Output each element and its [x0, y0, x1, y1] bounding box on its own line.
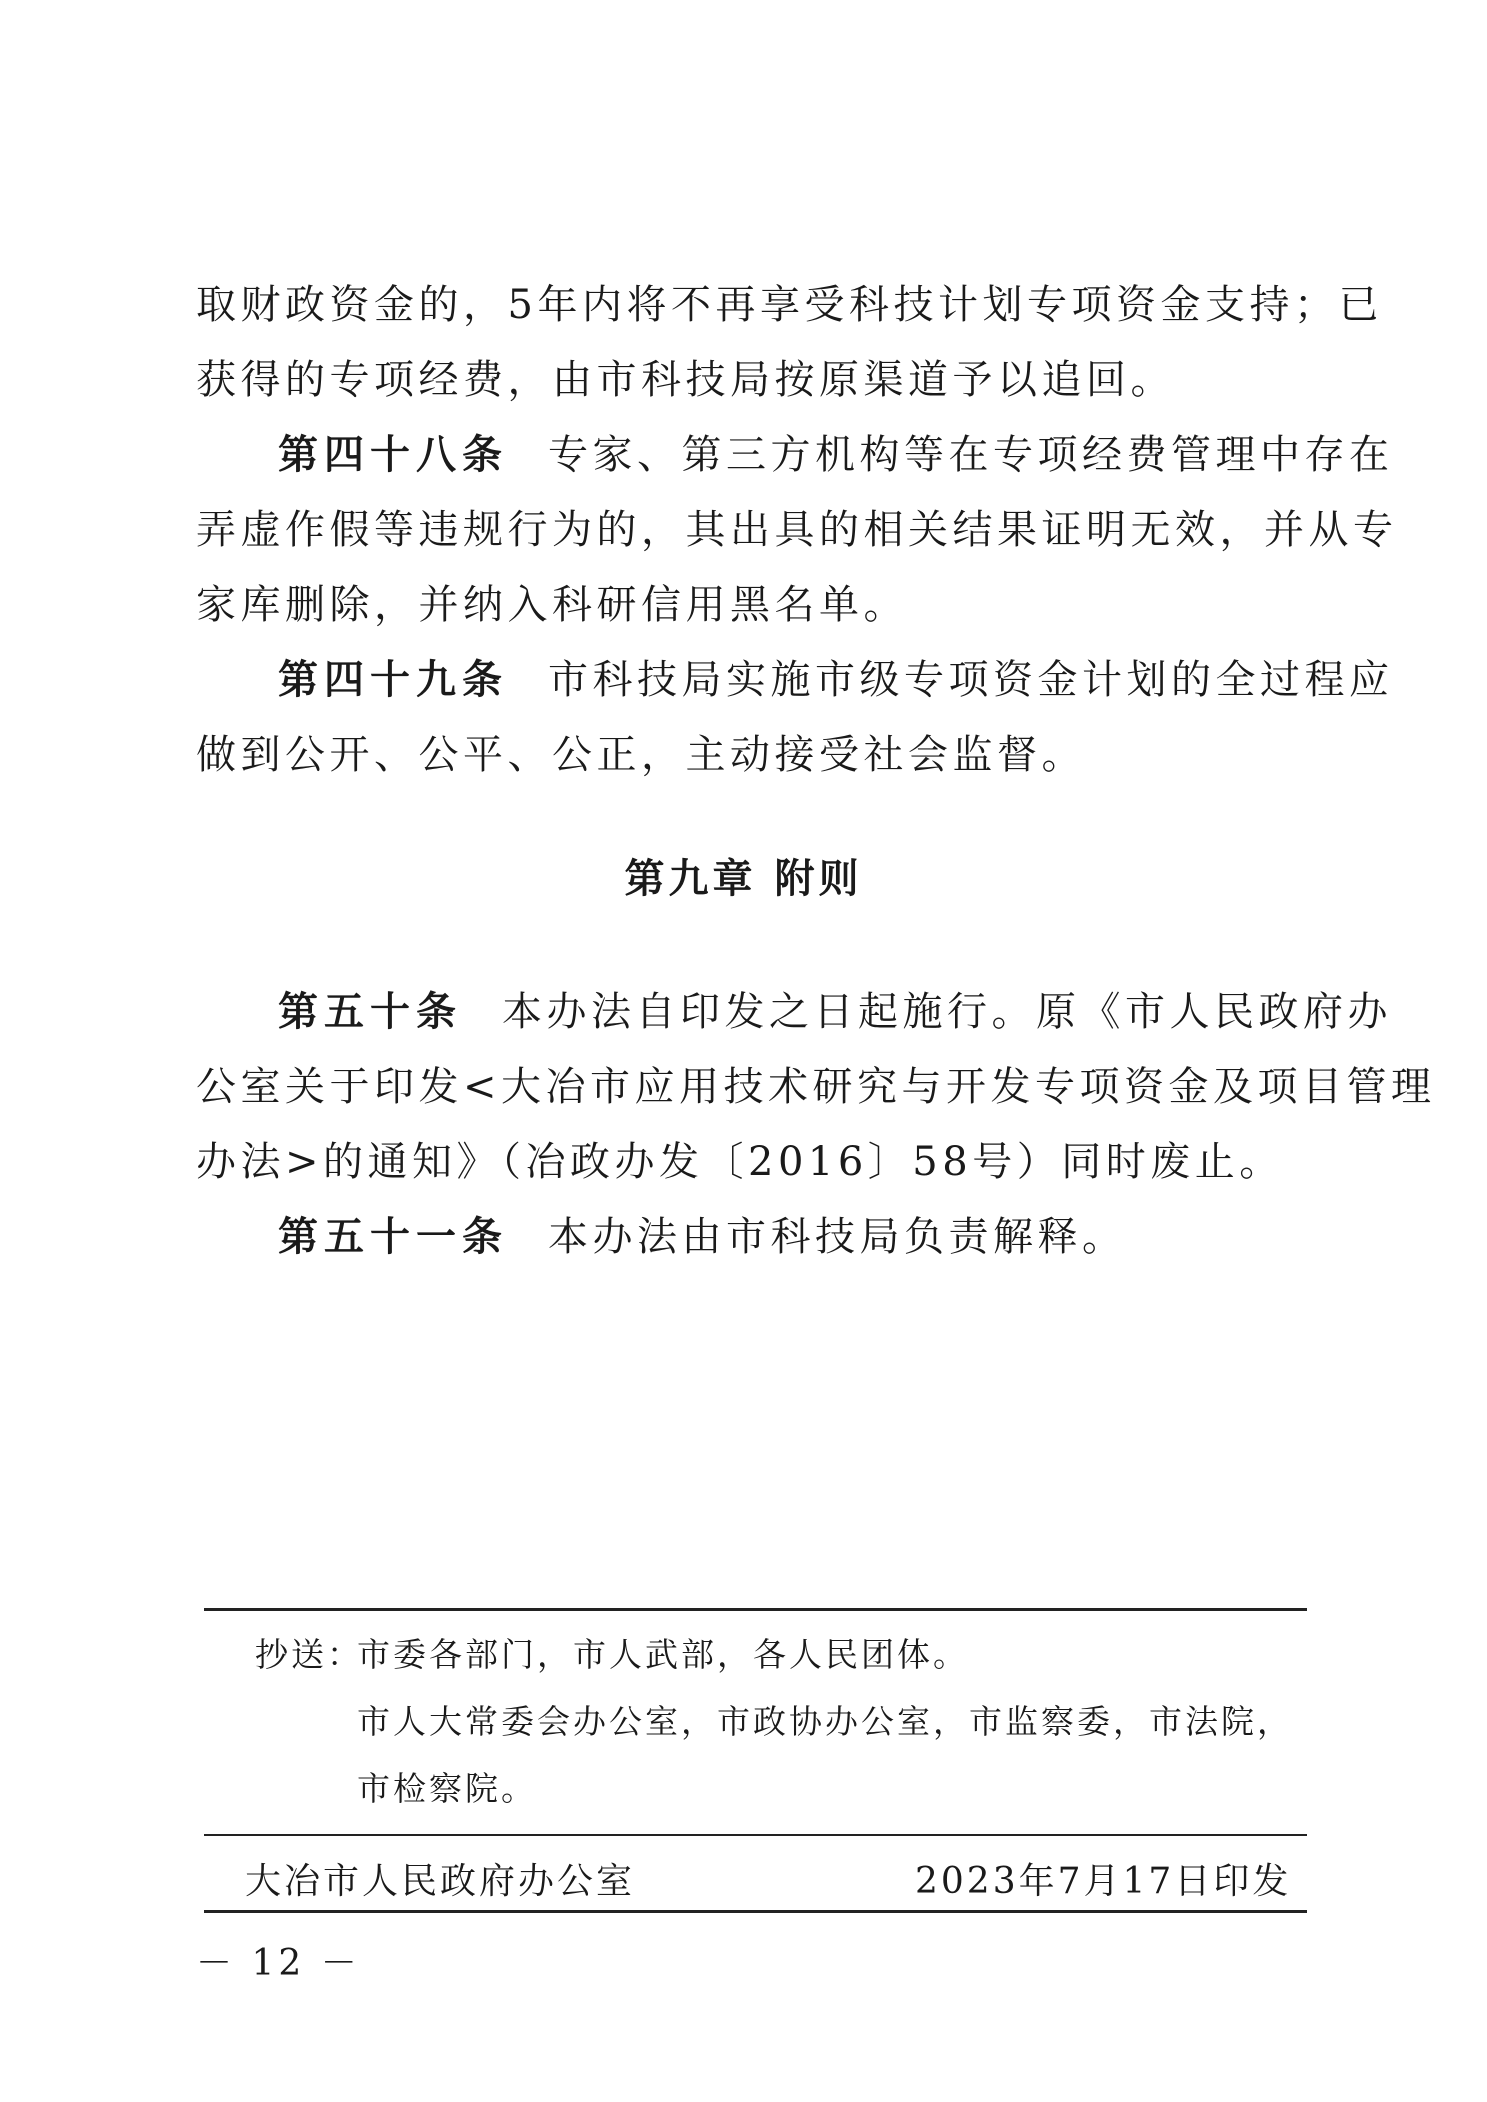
article-48-number: 第四十八条 — [278, 432, 508, 478]
chapter-heading: 第九章 附则 — [624, 856, 863, 902]
article-48-line-3: 家库删除，并纳入科研信用黑名单。 — [196, 582, 908, 628]
article-49-line-2: 做到公开、公平、公正，主动接受社会监督。 — [196, 732, 1086, 778]
footer-rule-top — [204, 1608, 1307, 1611]
article-48-text: 专家、第三方机构等在专项经费管理中存在 — [548, 432, 1394, 478]
article-51-number: 第五十一条 — [278, 1214, 508, 1260]
article-48-line-1 — [278, 430, 1398, 480]
body-line-2: 获得的专项经费，由市科技局按原渠道予以追回。 — [196, 357, 1175, 403]
article-50-line-1 — [278, 987, 1398, 1037]
issue-date: 2023年7月17日印发 — [915, 1861, 1292, 1902]
article-51-text: 本办法由市科技局负责解释。 — [548, 1214, 1127, 1260]
article-50-text: 本办法自印发之日起施行。原《市人民政府办 — [502, 989, 1392, 1035]
article-49-number: 第四十九条 — [278, 657, 508, 703]
cc-line-1: 市委各部门，市人武部，各人民团体。 — [357, 1635, 969, 1674]
article-50-line-2: 公室关于印发<大冶市应用技术研究与开发专项资金及项目管理 — [196, 1064, 1436, 1110]
page-number: － 12 － — [196, 1943, 361, 1984]
article-48-line-2: 弄虚作假等违规行为的，其出具的相关结果证明无效，并从专 — [196, 507, 1398, 553]
article-51-line-1 — [278, 1212, 1398, 1262]
article-50-line-3: 办法>的通知》（冶政办发〔2016〕58号）同时废止。 — [196, 1139, 1284, 1185]
article-49-line-1 — [278, 655, 1398, 705]
article-50-number: 第五十条 — [278, 989, 462, 1035]
body-line-1: 取财政资金的，5年内将不再享受科技计划专项资金支持；已 — [196, 282, 1383, 328]
footer-rule-bottom — [204, 1910, 1307, 1913]
cc-line-2: 市人大常委会办公室，市政协办公室，市监察委，市法院， — [357, 1702, 1293, 1741]
issuing-office: 大冶市人民政府办公室 — [245, 1861, 636, 1902]
article-49-text: 市科技局实施市级专项资金计划的全过程应 — [548, 657, 1394, 703]
cc-line-3: 市检察院。 — [357, 1769, 537, 1808]
footer-rule-middle — [204, 1834, 1307, 1836]
cc-label: 抄送： — [255, 1635, 363, 1674]
